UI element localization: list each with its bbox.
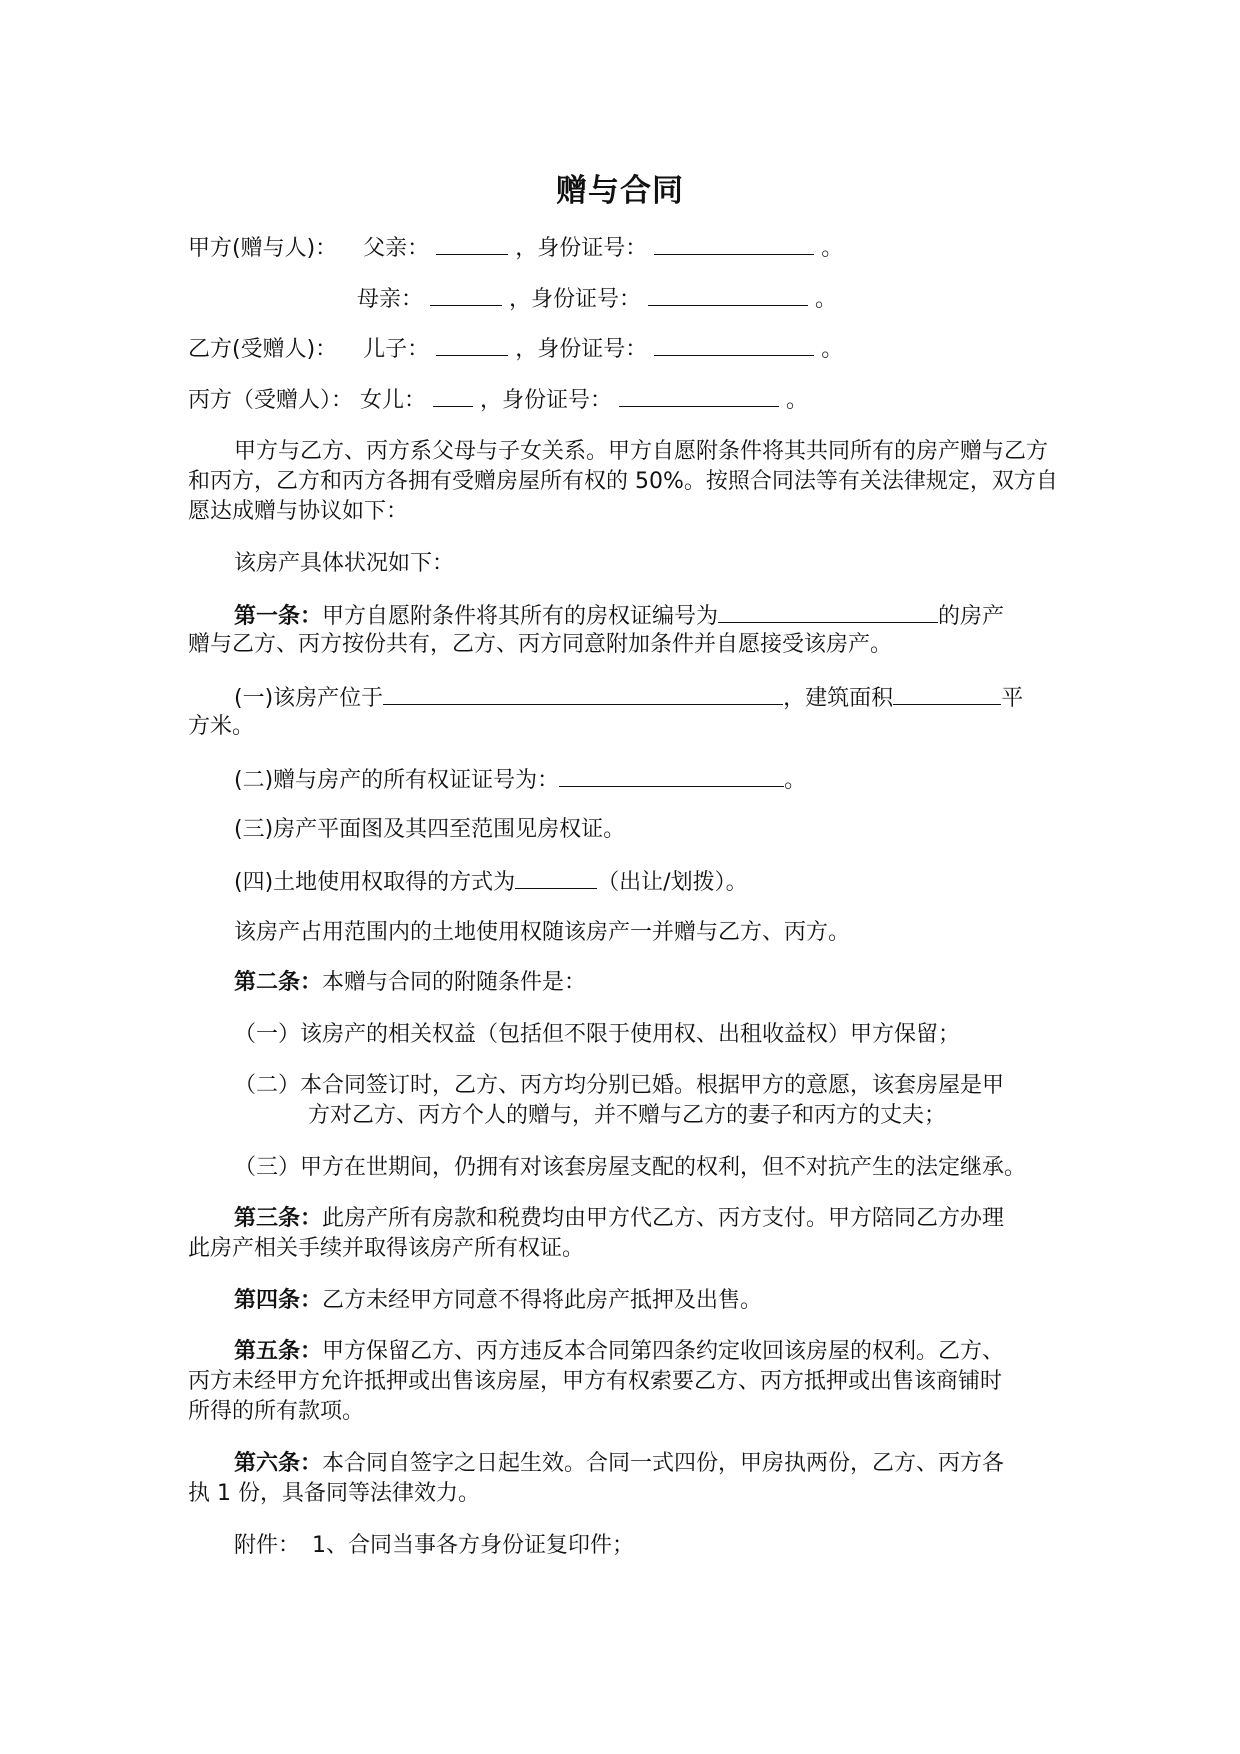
item-1-line-2 xyxy=(188,712,1068,742)
attachment-item-1: 1、合同当事各方身份证复印件； xyxy=(312,1533,635,1558)
father-id-label: ，身份证号： xyxy=(515,236,648,261)
period: 。 xyxy=(815,287,838,312)
condition-1-text: 该房产的相关权益（包括但不限于使用权、出租收益权）甲方保留； xyxy=(300,1022,961,1047)
condition-3-number: （三） xyxy=(234,1155,301,1180)
party-c-line xyxy=(188,384,1068,416)
son-name-blank[interactable] xyxy=(436,333,508,356)
article-3-line-1 xyxy=(188,1204,1068,1234)
period: 。 xyxy=(821,337,844,362)
article-6-line-2 xyxy=(188,1479,1068,1509)
item-1-text-a: (一)该房产位于 xyxy=(234,686,384,711)
article-6-line-1 xyxy=(188,1449,1068,1479)
condition-2-text-a: 本合同签订时，乙方、丙方均分别已婚。根据甲方的意愿，该套房屋是甲 xyxy=(300,1073,1005,1098)
daughter-id-label: ，身份证号： xyxy=(480,388,613,413)
item-4-line xyxy=(188,866,1068,898)
article-1-text-b: 的房产 xyxy=(938,604,1005,629)
article-1-line-1 xyxy=(188,600,1068,632)
father-label: 父亲： xyxy=(363,236,430,261)
condition-1-line xyxy=(188,1020,1068,1050)
item-3-line xyxy=(188,815,1068,845)
father-id-blank[interactable] xyxy=(654,232,814,255)
article-2-text: 本赠与合同的附随条件是： xyxy=(322,970,587,995)
article-3-line-2 xyxy=(188,1234,1068,1264)
mother-id-label: ，身份证号： xyxy=(509,287,642,312)
item-2-text: (二)赠与房产的所有权证证号为： xyxy=(234,768,560,793)
article-6-text-b: 执 1 份，具备同等法律效力。 xyxy=(188,1481,480,1506)
item-1-text-c: 平 xyxy=(1001,686,1024,711)
article-2-line xyxy=(188,968,1068,998)
period: 。 xyxy=(786,388,809,413)
condition-2-line-2 xyxy=(188,1101,1068,1131)
party-a-father-line xyxy=(188,232,1068,264)
article-5-text-b: 丙方未经甲方允许抵押或出售该房屋，甲方有权索要乙方、丙方抵押或出售该商铺时 xyxy=(188,1369,1003,1394)
article-5-heading: 第五条： xyxy=(234,1339,323,1364)
condition-3-line xyxy=(188,1153,1068,1183)
land-use-line xyxy=(188,918,1068,948)
land-use-method-blank[interactable] xyxy=(515,866,597,889)
item-3-text: (三)房产平面图及其四至范围见房权证。 xyxy=(234,817,626,842)
article-4-heading: 第四条： xyxy=(234,1288,323,1313)
father-name-blank[interactable] xyxy=(436,232,508,255)
article-4-text: 乙方未经甲方同意不得将此房产抵押及出售。 xyxy=(322,1288,763,1313)
attachment-line xyxy=(188,1531,1068,1561)
mother-label: 母亲： xyxy=(357,287,424,312)
condition-1-number: （一） xyxy=(234,1022,301,1047)
item-4-text-a: (四)土地使用权取得的方式为 xyxy=(234,870,516,895)
article-1-line-2 xyxy=(188,630,1068,660)
article-5-line-3 xyxy=(188,1397,1068,1427)
floor-area-blank[interactable] xyxy=(893,682,1001,705)
son-label: 儿子： xyxy=(363,337,430,362)
intro-paragraph xyxy=(188,437,1068,527)
item-2-line xyxy=(188,764,1068,796)
article-4-line xyxy=(188,1286,1068,1316)
party-b-line xyxy=(188,333,1068,365)
party-b-label: 乙方(受赠人)： xyxy=(188,337,338,362)
item-4-text-b: （出让/划拨）。 xyxy=(597,870,748,895)
article-1-text-a: 甲方自愿附条件将其所有的房权证编号为 xyxy=(322,604,719,629)
item-1-line-1 xyxy=(188,682,1068,714)
article-5-line-1 xyxy=(188,1337,1068,1367)
attachment-label: 附件： xyxy=(234,1533,301,1558)
condition-3-text: 甲方在世期间，仍拥有对该套房屋支配的权利，但不对抗产生的法定继承。 xyxy=(300,1155,1027,1180)
item-1-text-b: ，建筑面积 xyxy=(783,686,894,711)
condition-2-text-b: 方对乙方、丙方个人的赠与，并不赠与乙方的妻子和丙方的丈夫； xyxy=(308,1103,947,1128)
period: 。 xyxy=(821,236,844,261)
article-6-text-a: 本合同自签字之日起生效。合同一式四份，甲房执两份，乙方、丙方各 xyxy=(322,1451,1005,1476)
article-3-heading: 第三条： xyxy=(234,1206,323,1231)
mother-id-blank[interactable] xyxy=(648,283,808,306)
article-5-line-2 xyxy=(188,1367,1068,1397)
party-c-label: 丙方（受赠人）： xyxy=(188,388,354,413)
daughter-name-blank[interactable] xyxy=(433,384,473,407)
article-1-heading: 第一条： xyxy=(234,604,323,629)
property-location-blank[interactable] xyxy=(383,682,783,705)
article-3-text-a: 此房产所有房款和税费均由甲方代乙方、丙方支付。甲方陪同乙方办理 xyxy=(322,1206,1005,1231)
certificate-number-blank[interactable] xyxy=(718,600,938,623)
property-intro xyxy=(188,549,1068,579)
son-id-blank[interactable] xyxy=(654,333,814,356)
land-use-text: 该房产占用范围内的土地使用权随该房产一并赠与乙方、丙方。 xyxy=(234,920,851,945)
article-2-heading: 第二条： xyxy=(234,970,323,995)
item-1-text-d: 方米。 xyxy=(188,714,255,739)
daughter-label: 女儿： xyxy=(360,388,427,413)
mother-name-blank[interactable] xyxy=(430,283,502,306)
party-a-label: 甲方(赠与人)： xyxy=(188,236,338,261)
article-5-text-a: 甲方保留乙方、丙方违反本合同第四条约定收回该房屋的权利。乙方、 xyxy=(322,1339,1005,1364)
condition-2-line-1 xyxy=(188,1071,1068,1101)
party-a-mother-line xyxy=(188,283,1068,315)
article-5-text-c: 所得的所有款项。 xyxy=(188,1399,365,1424)
document-title: 赠与合同 xyxy=(556,173,684,209)
period: 。 xyxy=(784,768,807,793)
son-id-label: ，身份证号： xyxy=(515,337,648,362)
ownership-certificate-blank[interactable] xyxy=(559,764,784,787)
article-1-text-c: 赠与乙方、丙方按份共有，乙方、丙方同意附加条件并自愿接受该房产。 xyxy=(188,632,893,657)
intro-text: 甲方与乙方、丙方系父母与子女关系。甲方自愿附条件将其共同所有的房产赠与乙方和丙方，乙方和丙方各拥有受赠房屋所有权的 50%。按照合同法等有关法律规定，双方自愿达成赠与协议如下： xyxy=(188,439,1058,524)
condition-2-number: （二） xyxy=(234,1073,301,1098)
property-intro-text: 该房产具体状况如下： xyxy=(234,551,455,576)
article-3-text-b: 此房产相关手续并取得该房产所有权证。 xyxy=(188,1236,585,1261)
daughter-id-blank[interactable] xyxy=(619,384,779,407)
article-6-heading: 第六条： xyxy=(234,1451,323,1476)
